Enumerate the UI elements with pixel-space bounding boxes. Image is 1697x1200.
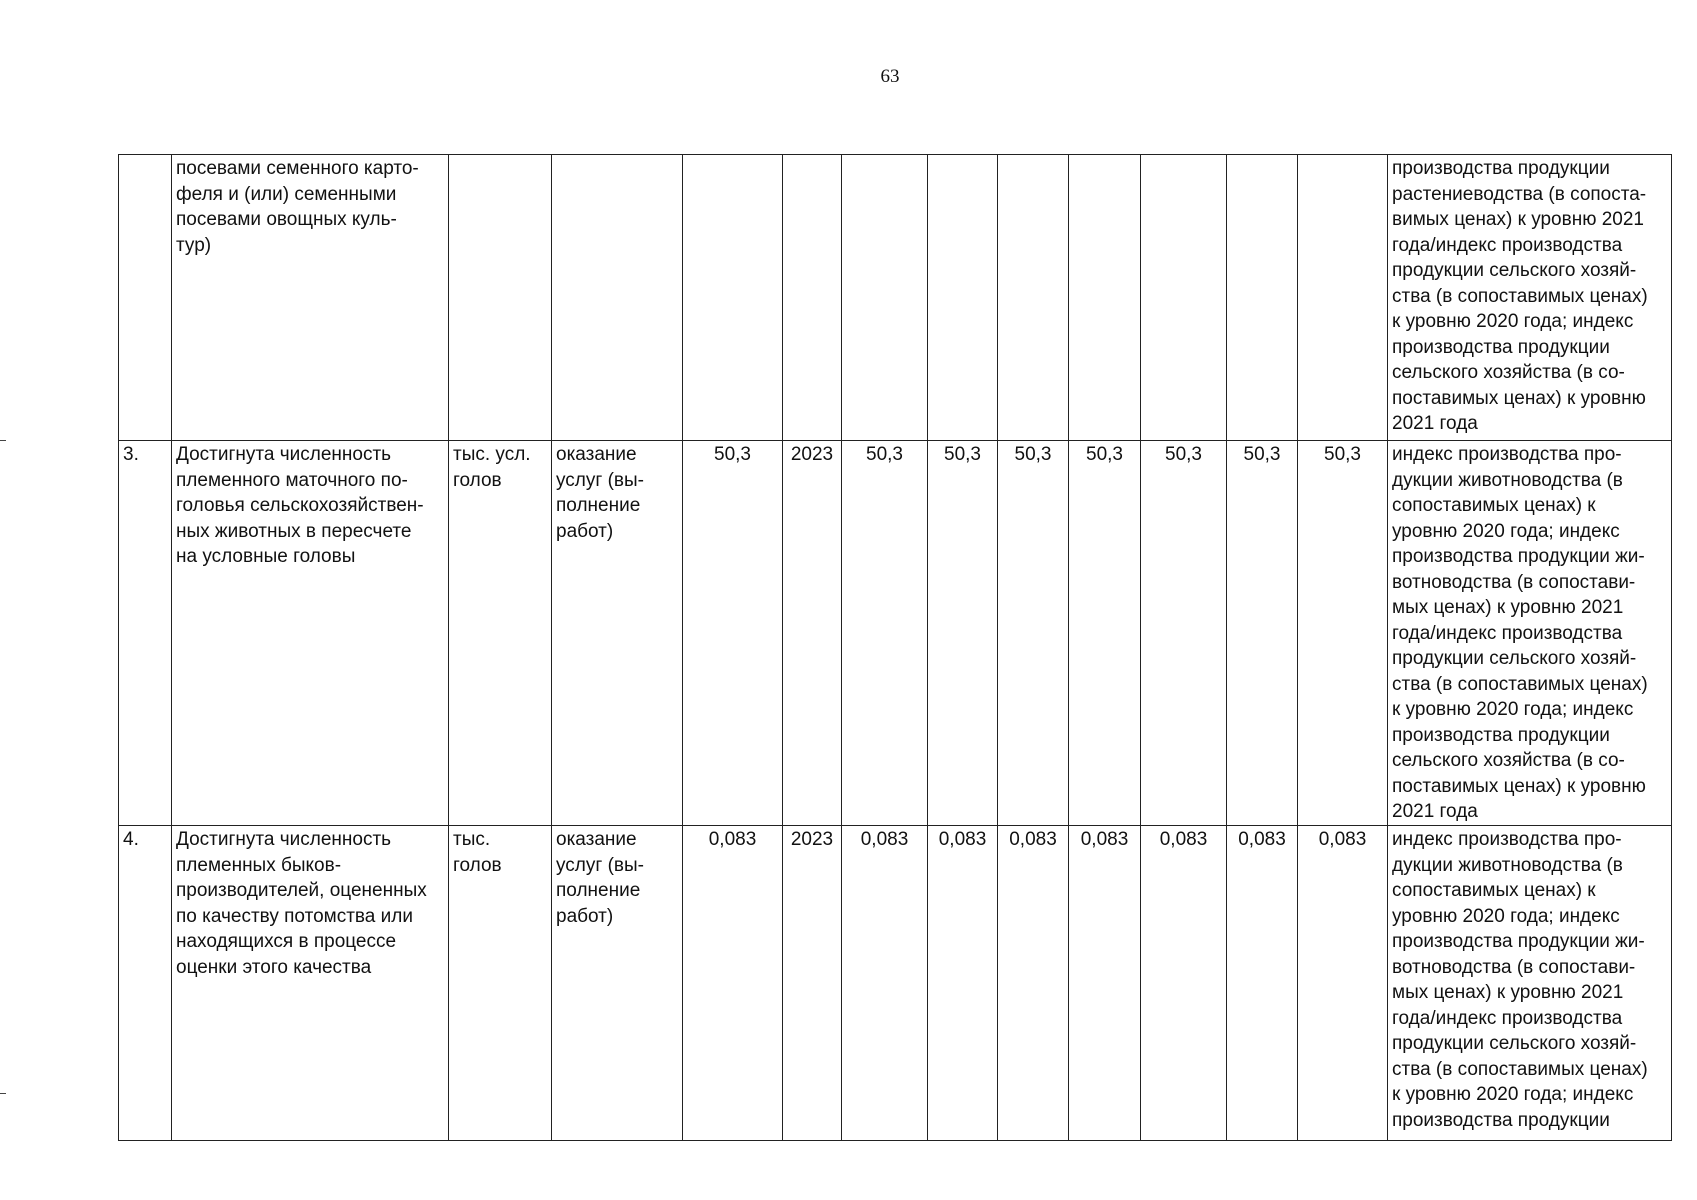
value-cell <box>928 155 998 441</box>
value-cell <box>842 155 928 441</box>
type-cell: оказание услуг (вы- полнение работ) <box>552 826 683 1141</box>
unit-cell <box>449 155 552 441</box>
value-cell: 50,3 <box>1227 441 1298 826</box>
value-cell: 50,3 <box>1141 441 1227 826</box>
value-cell: 0,083 <box>998 826 1069 1141</box>
value-cell: 50,3 <box>1069 441 1141 826</box>
results-table <box>118 154 1672 1141</box>
scan-mark <box>0 1093 6 1094</box>
value-cell: 50,3 <box>928 441 998 826</box>
value-cell <box>998 155 1069 441</box>
page-number: 63 <box>880 66 900 87</box>
table-row <box>119 441 1672 826</box>
unit-cell: тыс. голов <box>449 826 552 1141</box>
value-cell: 0,083 <box>1227 826 1298 1141</box>
row-index: 3. <box>119 441 172 826</box>
indicator-text: индекс производства про- дукции животноводства (в сопоставимых ценах) к уровню 2020 года; индекс производства продукции жи- вотноводства (в сопостави- мых ценах) к уровню 2021 года/индекс производства продукции сельского хозяй- ства (в сопоставимых ценах) к уровню 2020 года; индекс производства продукции сельского хозяйства (в со- поставимых ценах) к уровню 2021 года <box>1388 441 1672 826</box>
type-cell <box>552 155 683 441</box>
result-text: посевами семенного карто- феля и (или) семенными посевами овощных куль- тур) <box>172 155 449 441</box>
indicator-text: производства продукции растениеводства (в сопоста- вимых ценах) к уровню 2021 года/индекс производства продукции сельского хозяй- ства (в сопоставимых ценах) к уровню 2020 года; индекс производства продукции сельского хозяйства (в со- поставимых ценах) к уровню 2021 года <box>1388 155 1672 441</box>
scan-mark <box>0 440 6 441</box>
value-cell <box>1227 155 1298 441</box>
indicator-text: индекс производства про- дукции животноводства (в сопоставимых ценах) к уровню 2020 года; индекс производства продукции жи- вотноводства (в сопостави- мых ценах) к уровню 2021 года/индекс производства продукции сельского хозяй- ства (в сопоставимых ценах) к уровню 2020 года; индекс производства продукции <box>1388 826 1672 1141</box>
type-cell: оказание услуг (вы- полнение работ) <box>552 441 683 826</box>
row-index: 4. <box>119 826 172 1141</box>
value-cell: 0,083 <box>928 826 998 1141</box>
value-cell: 0,083 <box>1069 826 1141 1141</box>
base-value-cell <box>683 155 783 441</box>
value-cell: 50,3 <box>998 441 1069 826</box>
value-cell <box>1069 155 1141 441</box>
result-text: Достигнута численность племенных быков- производителей, оцененных по качеству потомства или находящихся в процессе оценки этого качества <box>172 826 449 1141</box>
value-cell: 0,083 <box>1141 826 1227 1141</box>
value-cell: 0,083 <box>842 826 928 1141</box>
table-row <box>119 155 1672 441</box>
base-value-cell: 50,3 <box>683 441 783 826</box>
base-year-cell <box>783 155 842 441</box>
value-cell <box>1141 155 1227 441</box>
result-text: Достигнута численность племенного маточного по- головья сельскохозяйствен- ных животных в пересчете на условные головы <box>172 441 449 826</box>
base-year-cell: 2023 <box>783 826 842 1141</box>
value-cell <box>1298 155 1388 441</box>
base-year-cell: 2023 <box>783 441 842 826</box>
table-row <box>119 826 1672 1141</box>
value-cell: 50,3 <box>842 441 928 826</box>
row-index <box>119 155 172 441</box>
value-cell: 0,083 <box>1298 826 1388 1141</box>
base-value-cell: 0,083 <box>683 826 783 1141</box>
unit-cell: тыс. усл. голов <box>449 441 552 826</box>
value-cell: 50,3 <box>1298 441 1388 826</box>
